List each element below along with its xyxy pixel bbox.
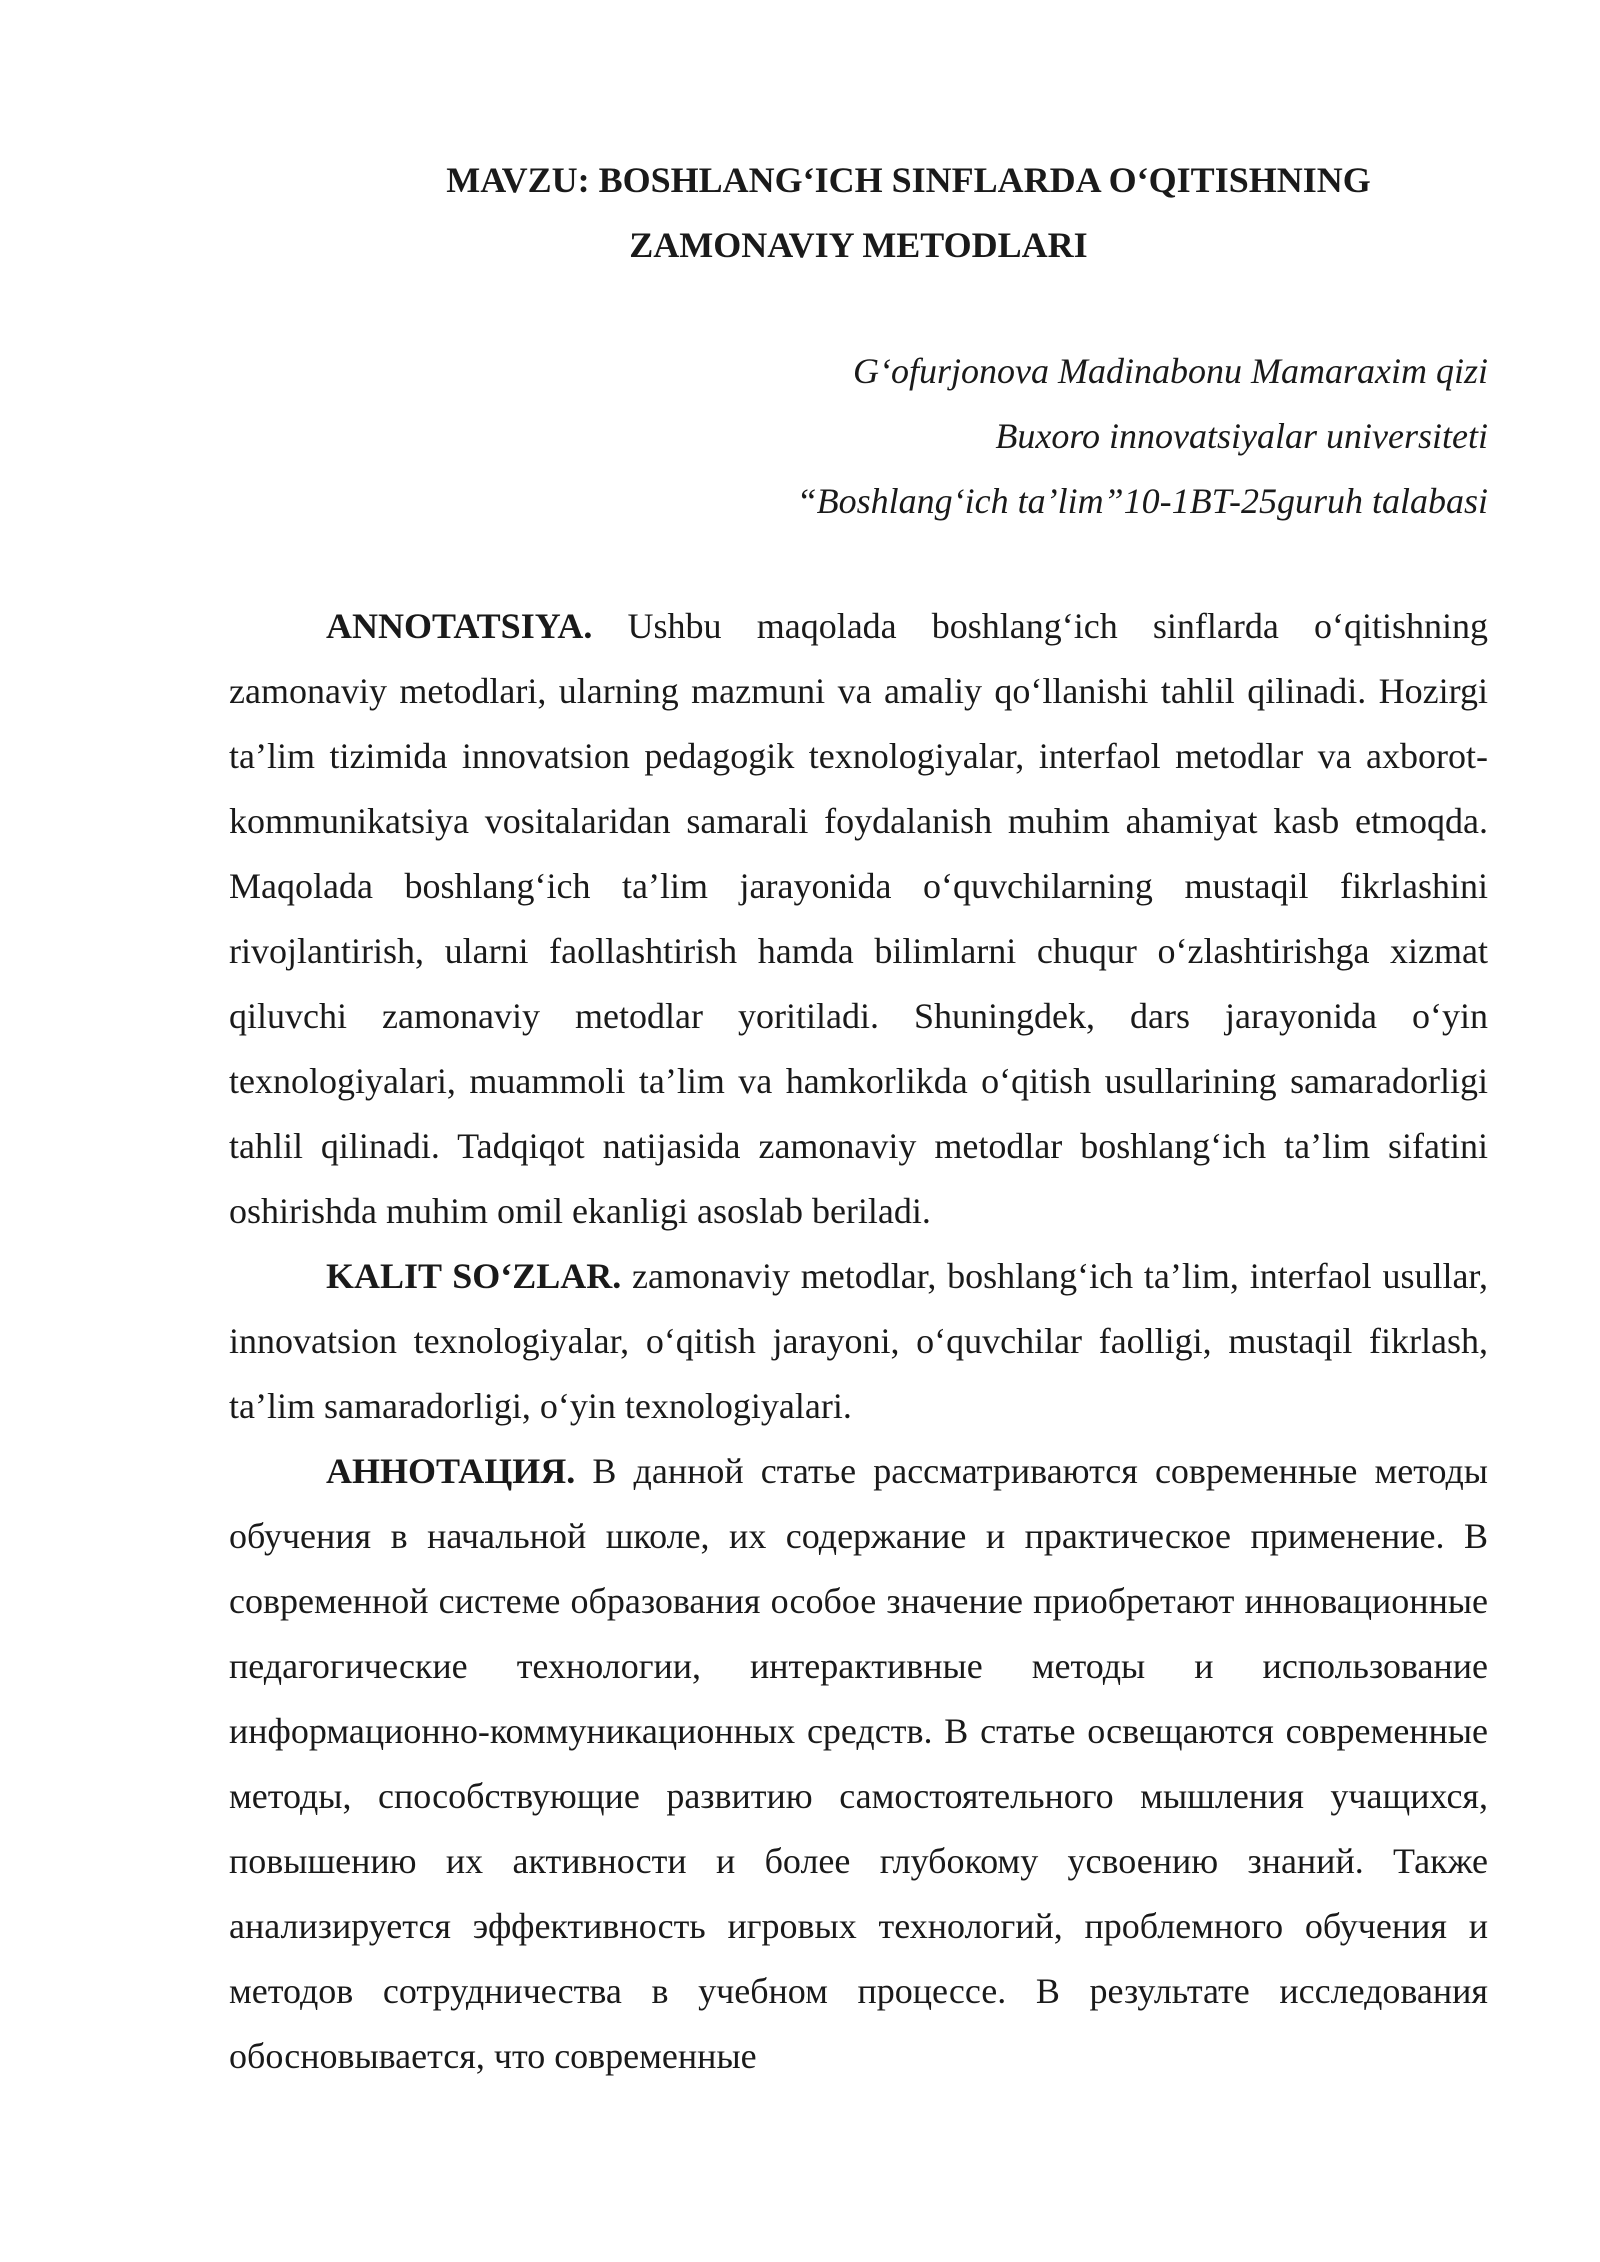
annotation-ru-label: АННОТАЦИЯ. [326,1451,576,1491]
title-line-1: MAVZU: BOSHLANG‘ICH SINFLARDA O‘QITISHNING [446,160,1371,200]
annotation-ru-text: В данной статье рассматриваются современные методы обучения в начальной школе, их содержание и практическое применение. В современной системе образования особое значение приобретают инновационные педагогические технологии, интерактивные методы и использование информационно-коммуникационных средств. В статье освещаются современные методы, способствующие развитию самостоятельного мышления учащихся, повышению их активности и более глубокому усвоению знаний. Также анализируется эффективность игровых технологий, проблемного обучения и методов сотрудничества в учебном процессе. В результате исследования обосновывается, что современные [229,1451,1488,2076]
document-page [229,0,1488,2089]
keywords-uz-paragraph [229,1244,1488,1439]
article-body [229,594,1488,2089]
title-line-2: ZAMONAVIY METODLARI [629,225,1088,265]
annotation-uz-label: ANNOTATSIYA. [326,606,593,646]
author-institution: Buxoro innovatsiyalar universiteti [995,416,1488,456]
author-name: G‘ofurjonova Madinabonu Mamaraxim qizi [853,351,1488,391]
annotation-uz-text: Ushbu maqolada boshlang‘ich sinflarda o‘qitishning zamonaviy metodlari, ularning mazmuni va amaliy qo‘llanishi tahlil qilinadi. Hozirgi ta’lim tizimida innovatsion pedagogik texnologiyalar, interfaol metodlar va axborot-kommunikatsiya vositalaridan samarali foydalanish muhim ahamiyat kasb etmoqda. Maqolada boshlang‘ich ta’lim jarayonida o‘quvchilarning mustaqil fikrlashini rivojlantirish, ularni faollashtirish hamda bilimlarni chuqur o‘zlashtirishga xizmat qiluvchi zamonaviy metodlar yoritiladi. Shuningdek, dars jarayonida o‘yin texnologiyalari, muammoli ta’lim va hamkorlikda o‘qitish usullarining samaradorligi tahlil qilinadi. Tadqiqot natijasida zamonaviy metodlar boshlang‘ich ta’lim sifatini oshirishda muhim omil ekanligi asoslab beriladi. [229,606,1488,1231]
author-group: “Boshlang‘ich ta’lim”10-1BT-25guruh talabasi [796,481,1488,521]
annotation-ru-paragraph [229,1439,1488,2089]
article-title [229,0,1488,278]
annotation-uz-paragraph [229,594,1488,1244]
keywords-uz-label: KALIT SO‘ZLAR. [326,1256,622,1296]
keywords-uz-text: zamonaviy metodlar, boshlang‘ich ta’lim, interfaol usullar, innovatsion texnologiyalar, o‘qitish jarayoni, o‘quvchilar faolligi, mustaqil fikrlash, ta’lim samaradorligi, o‘yin texnologiyalari. [229,1256,1488,1426]
author-block [229,339,1488,534]
